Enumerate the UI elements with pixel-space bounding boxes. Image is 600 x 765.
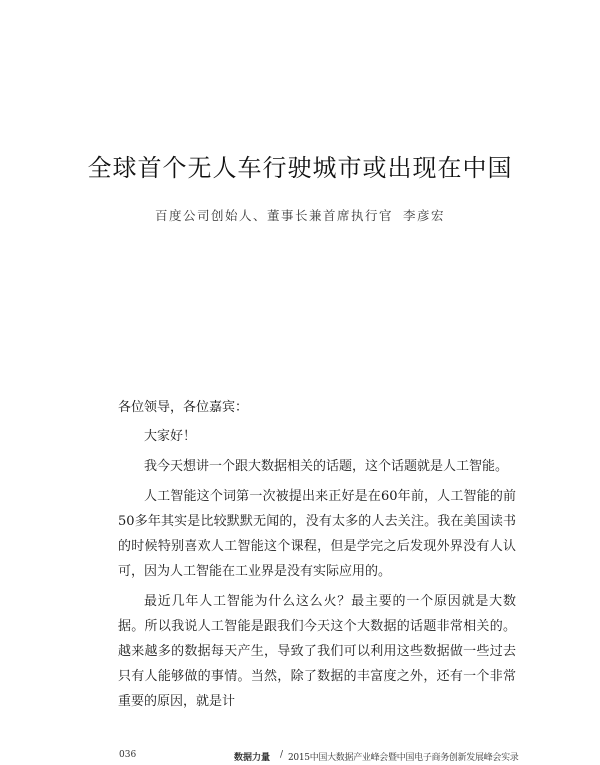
paragraph-greeting: 大家好！: [144, 429, 197, 444]
paragraph-history: 人工智能这个词第一次被提出来正好是在60年前，人工智能的前50多年其实是比较默默无闻的，没有太多的人去关注。我在美国读书的时候特别喜欢人工智能这个课程，但是学完之后发现外界没有人认可，因为人工智能在工业界是没有实际应用的。: [118, 489, 516, 579]
author-role: 百度公司创始人、董事长兼首席执行官: [154, 208, 393, 223]
article-body: [118, 398, 516, 719]
running-title: 2015中国大数据产业峰会暨中国电子商务创新发展峰会实录: [288, 753, 519, 763]
paragraph-intro: 我今天想讲一个跟大数据相关的话题，这个话题就是人工智能。: [144, 459, 509, 474]
author-name: 李彦宏: [403, 208, 446, 223]
article-title: 全球首个无人车行驶城市或出现在中国: [87, 154, 513, 182]
paragraph-big-data: 最近几年人工智能为什么这么火？最主要的一个原因就是大数据。所以我说人工智能是跟我们今天这个大数据的话题非常相关的。越来越多的数据每天产生，导致了我们可以利用这些数据做一些过去只有人能够做的事情。当然，除了数据的丰富度之外，还有一个非常重要的原因，就是计: [118, 594, 516, 709]
byline: [0, 206, 600, 224]
page-number: 036: [119, 750, 137, 760]
page-footer: [0, 748, 600, 764]
journal-name: 数据力量: [234, 753, 271, 763]
salutation: 各位领导，各位嘉宾：: [118, 400, 249, 415]
footer-separator: /: [280, 750, 284, 760]
